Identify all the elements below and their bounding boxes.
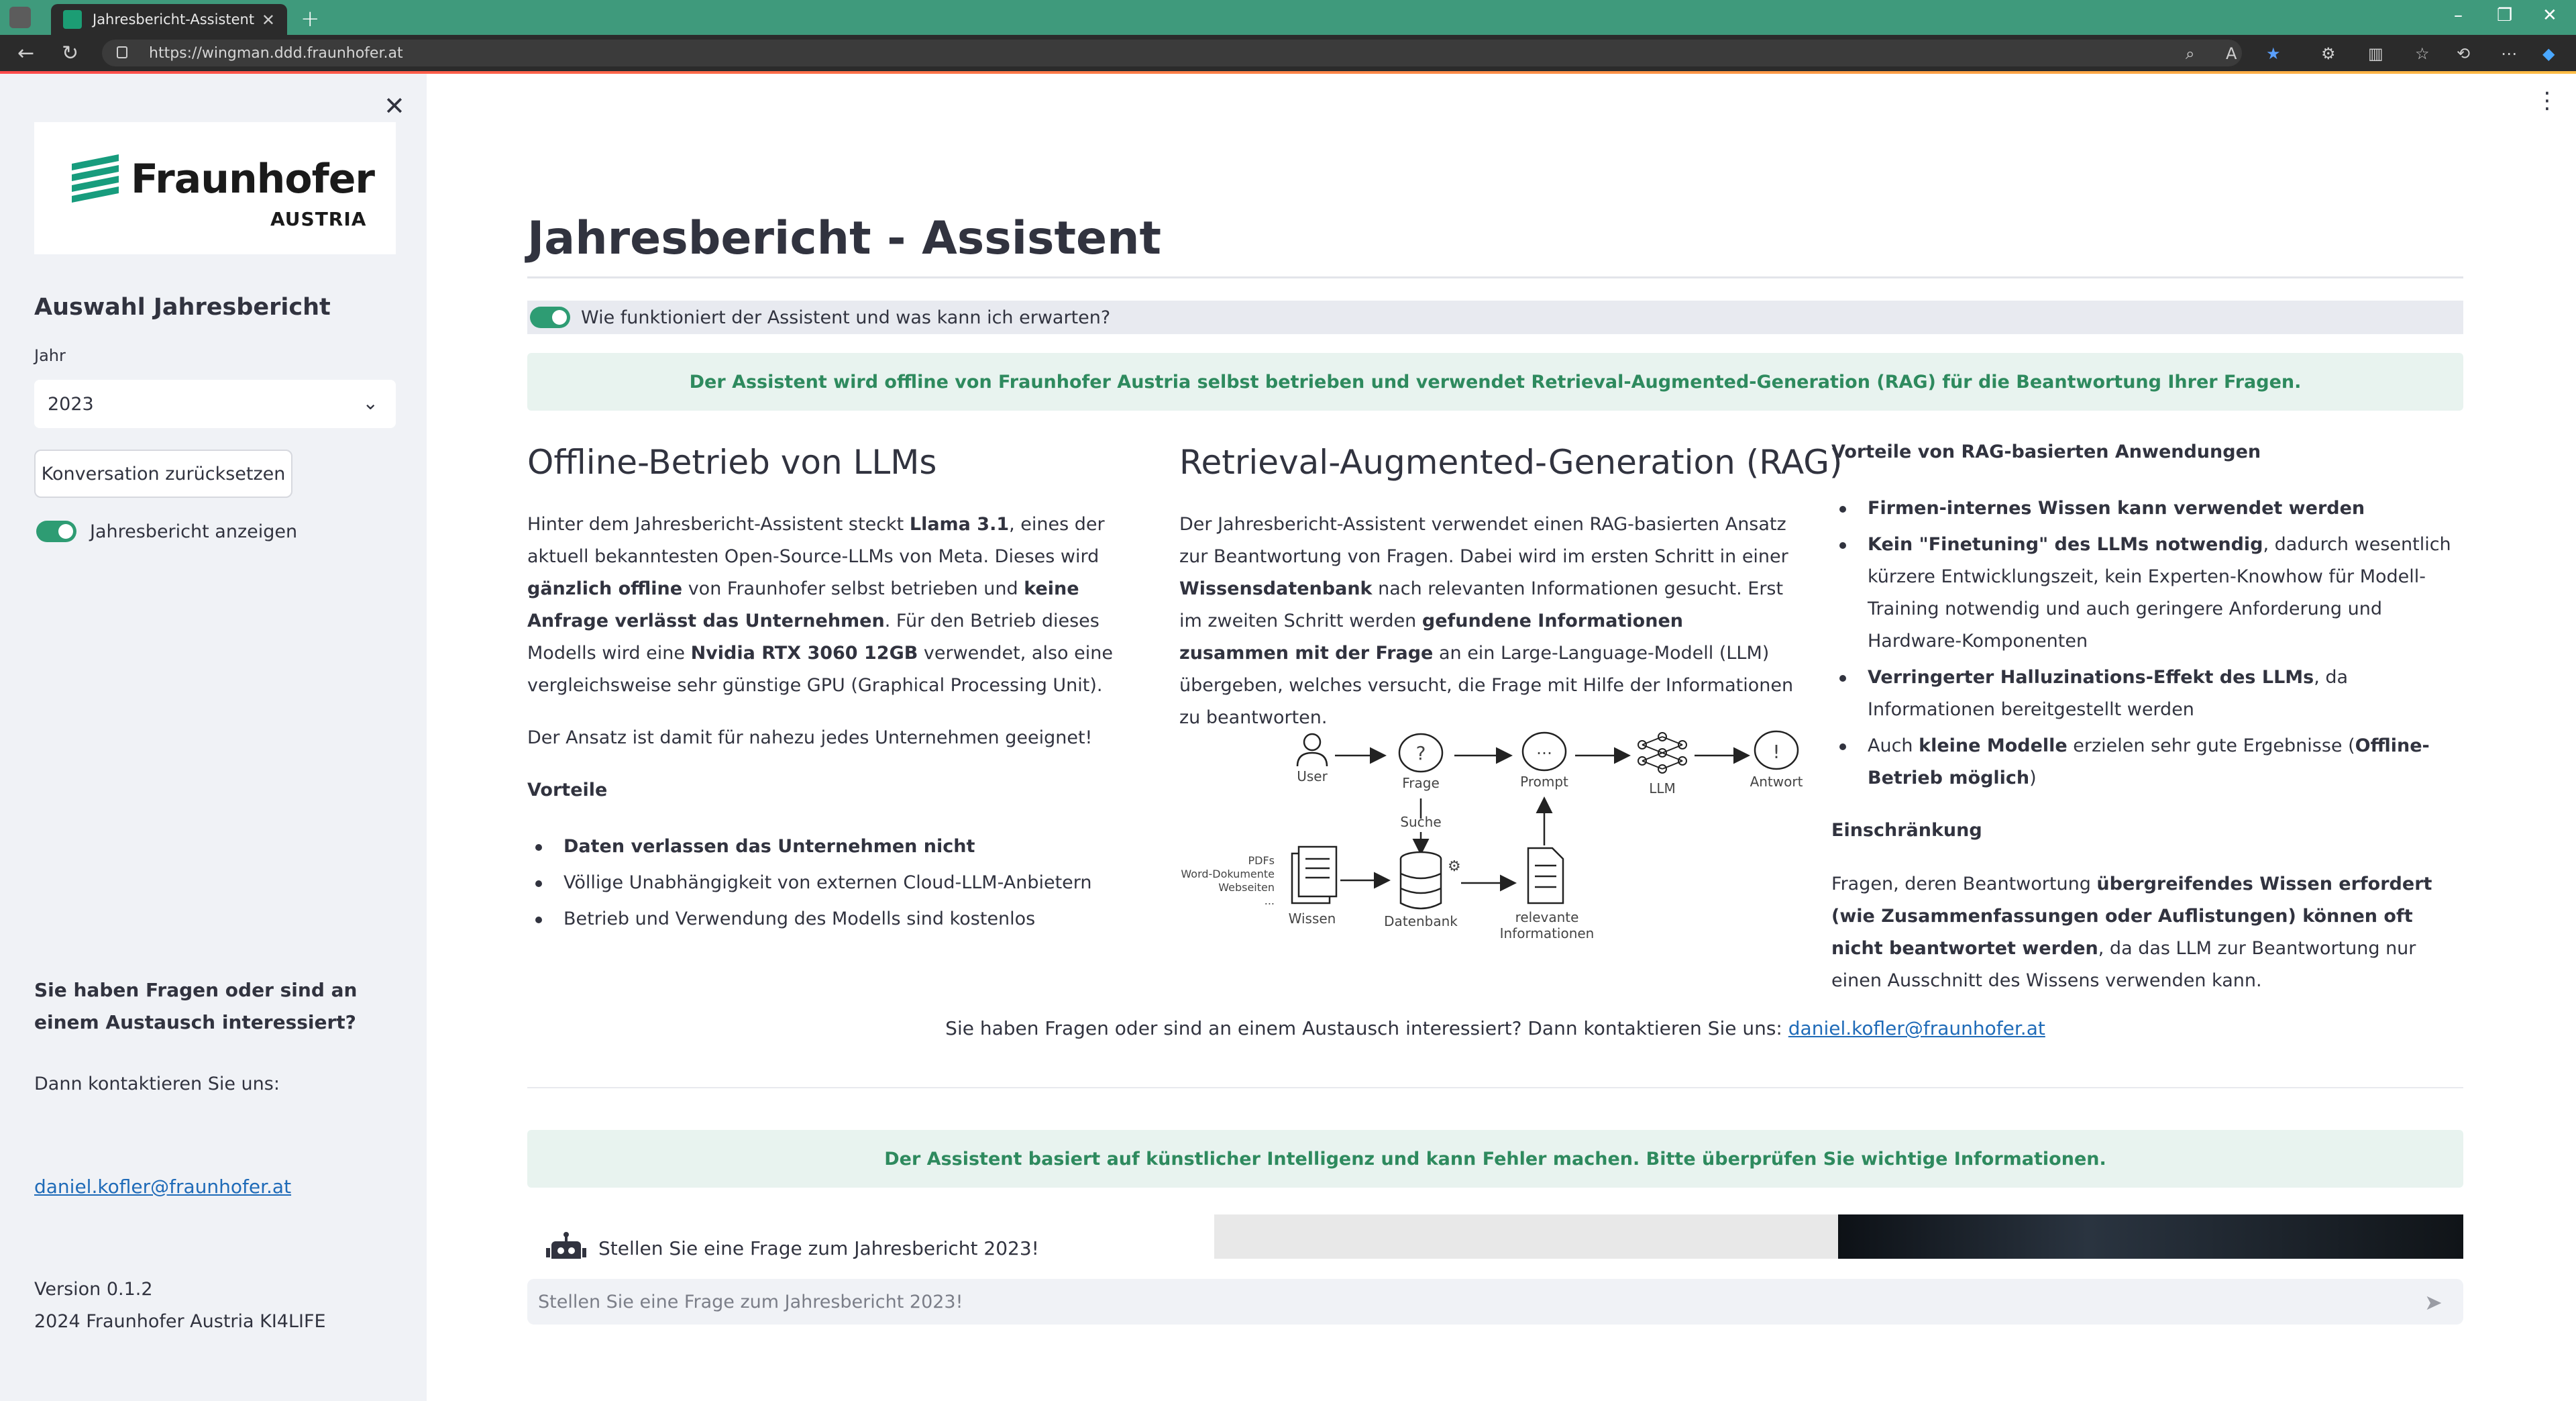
tab-title: Jahresbericht-Assistent xyxy=(93,11,255,28)
contact-email-link[interactable]: daniel.kofler@fraunhofer.at xyxy=(1788,1017,2045,1039)
rag-diagram xyxy=(1179,722,1803,943)
sidebar-email-link[interactable]: daniel.kofler@fraunhofer.at xyxy=(34,1176,292,1198)
offline-paragraph: Hinter dem Jahresbericht-Assistent steckt Llama 3.1, eines der aktuell bekanntesten Open-Source-LLMs von Meta. Dieses wird gänzlich offline von Fraunhofer selbst betrieben und keine Anfrage verlässt das Unternehmen. Für den Betrieb dieses Modells wird eine Nvidia RTX 3060 12GB verwendet, also eine vergleichsweise sehr günstige GPU (Graphical Processing Unit). xyxy=(527,514,1113,696)
answer-bubble-icon xyxy=(1755,731,1798,769)
logo-sub: AUSTRIA xyxy=(270,208,367,230)
expander-label: Wie funktioniert der Assistent und was kann ich erwarten? xyxy=(581,307,1111,328)
split-screen-icon[interactable]: ▥ xyxy=(2368,44,2383,63)
window-close-icon[interactable]: ✕ xyxy=(2542,5,2557,25)
page-title: Jahresbericht - Assistent xyxy=(527,212,1162,265)
prompt-bubble-icon xyxy=(1523,733,1566,770)
read-aloud-icon[interactable]: A xyxy=(2226,44,2237,63)
diagram-wissen-label: Wissen xyxy=(1288,911,1336,927)
diagram-user-label: User xyxy=(1297,768,1328,784)
zoom-icon[interactable]: ⌕ xyxy=(2186,44,2195,63)
diagram-source-4: ... xyxy=(1264,894,1275,907)
favicon-icon xyxy=(63,10,82,29)
version-info xyxy=(34,1274,326,1338)
title-divider xyxy=(527,276,2463,278)
show-report-toggle[interactable] xyxy=(36,521,297,542)
documents-icon xyxy=(1292,847,1336,903)
sidebar-question-line2: einem Austausch interessiert? xyxy=(34,1011,356,1033)
report-pdf-page xyxy=(1214,1214,1838,1259)
diagram-prompt-label: Prompt xyxy=(1520,774,1568,790)
chat-message-row xyxy=(527,1208,2463,1259)
favorites-icon[interactable]: ☆ xyxy=(2415,44,2430,63)
diagram-informationen-label: Informationen xyxy=(1499,925,1595,941)
llm-network-icon xyxy=(1638,733,1686,773)
advantages-heading: Vorteile xyxy=(527,780,608,800)
favorite-star-icon[interactable]: ★ xyxy=(2266,44,2281,63)
history-icon[interactable]: ⟲ xyxy=(2457,44,2471,63)
back-icon[interactable]: ← xyxy=(17,42,35,65)
list-item: Völlige Unabhängigkeit von externen Cloud-LLM-Anbietern xyxy=(527,867,1144,899)
diagram-frage-label: Frage xyxy=(1402,775,1440,791)
expander-toggle[interactable] xyxy=(530,307,570,328)
reset-conversation-button[interactable]: Konversation zurücksetzen xyxy=(34,450,292,498)
sidebar-contact-text: Dann kontaktieren Sie uns: xyxy=(34,1074,280,1094)
send-icon[interactable]: ➤ xyxy=(2424,1290,2443,1315)
address-bar-row xyxy=(0,35,2576,71)
rag-advantages-list xyxy=(1831,492,2462,798)
advantages-list xyxy=(527,831,1144,939)
rag-paragraph: Der Jahresbericht-Assistent verwendet einen RAG-basierten Ansatz zur Beantwortung von Fragen. Dabei wird im ersten Schritt in einer Wissensdatenbank nach relevanten Informationen gesucht. Erst im zweiten Schritt werden gefundene Informationen zusammen mit der Frage an ein Large-Language-Modell (LLM) übergeben, welches versucht, die Frage mit Hilfe der Informationen zu beantworten. xyxy=(1179,514,1794,728)
copilot-icon[interactable]: ◆ xyxy=(2542,44,2555,63)
year-value: 2023 xyxy=(48,393,94,415)
suitability-text: Der Ansatz ist damit für nahezu jedes Unternehmen geeignet! xyxy=(527,727,1093,748)
main-divider xyxy=(527,1087,2463,1088)
kebab-menu-icon[interactable]: ⋮ xyxy=(2536,87,2559,114)
browser-tab[interactable] xyxy=(51,4,287,35)
chevron-down-icon: ⌄ xyxy=(362,392,378,414)
diagram-source-1: PDFs xyxy=(1248,854,1275,867)
svg-text:…: … xyxy=(1536,739,1552,758)
logo-name: Fraunhofer xyxy=(131,156,374,203)
show-report-label: Jahresbericht anzeigen xyxy=(90,521,298,542)
tab-close-icon[interactable]: ✕ xyxy=(261,11,275,30)
svg-text:!: ! xyxy=(1772,741,1780,763)
svg-text:?: ? xyxy=(1415,742,1426,764)
assistant-message: Stellen Sie eine Frage zum Jahresbericht 2023! xyxy=(598,1237,1039,1259)
contact-line: Sie haben Fragen oder sind an einem Austausch interessiert? Dann kontaktieren Sie uns: daniel.kofler@fraunhofer.at xyxy=(945,1017,2045,1039)
diagram-source-3: Webseiten xyxy=(1218,881,1275,894)
profile-avatar[interactable] xyxy=(9,7,31,28)
reload-icon[interactable]: ↻ xyxy=(62,42,79,65)
question-bubble-icon xyxy=(1399,734,1442,772)
limitation-heading: Einschränkung xyxy=(1831,820,1982,841)
database-icon xyxy=(1401,852,1441,909)
list-item: Firmen-internes Wissen kann verwendet werden xyxy=(1831,492,2462,525)
warning-banner: Der Assistent basiert auf künstlicher Intelligenz und kann Fehler machen. Bitte überprüfen Sie wichtige Informationen. xyxy=(527,1130,2463,1188)
browser-tab-bar xyxy=(0,0,2576,35)
url-field[interactable] xyxy=(102,40,2242,66)
toggle-switch[interactable] xyxy=(36,521,76,542)
copyright-text: 2024 Fraunhofer Austria KI4LIFE xyxy=(34,1311,326,1332)
robot-icon xyxy=(546,1232,586,1259)
close-icon[interactable]: ✕ xyxy=(384,91,405,121)
minimize-icon[interactable]: – xyxy=(2454,5,2463,25)
chat-input[interactable]: Stellen Sie eine Frage zum Jahresbericht 2023! xyxy=(527,1279,2463,1325)
rag-advantages-heading: Vorteile von RAG-basierten Anwendungen xyxy=(1831,442,2261,462)
report-pdf-cover xyxy=(1838,1214,2463,1259)
restore-icon[interactable]: ❐ xyxy=(2497,5,2513,25)
year-select[interactable] xyxy=(34,380,396,428)
sidebar xyxy=(0,74,427,1401)
new-tab-button[interactable]: + xyxy=(301,5,320,32)
diagram-relevante-label: relevante xyxy=(1515,909,1579,925)
gear-icon: ⚙ xyxy=(1448,858,1461,875)
version-text: Version 0.1.2 xyxy=(34,1279,153,1300)
diagram-datenbank-label: Datenbank xyxy=(1384,913,1458,929)
logo-mark-icon xyxy=(72,154,119,203)
sidebar-question xyxy=(34,974,383,1039)
sidebar-question-line1: Sie haben Fragen oder sind an xyxy=(34,979,358,1001)
offline-heading: Offline-Betrieb von LLMs xyxy=(527,443,937,482)
fraunhofer-logo xyxy=(34,122,396,254)
list-item: Betrieb und Verwendung des Modells sind kostenlos xyxy=(527,903,1144,935)
info-banner: Der Assistent wird offline von Fraunhofer Austria selbst betrieben und verwendet Retrieval-Augmented-Generation (RAG) für die Beantwortung Ihrer Fragen. xyxy=(527,353,2463,411)
lock-icon xyxy=(117,46,127,58)
relevant-document-icon xyxy=(1528,848,1563,903)
url-text: https://wingman.ddd.fraunhofer.at xyxy=(149,44,403,62)
sidebar-heading: Auswahl Jahresbericht xyxy=(34,294,331,321)
list-item: Auch kleine Modelle erzielen sehr gute Ergebnisse (Offline-Betrieb möglich) xyxy=(1831,730,2462,794)
list-item: Daten verlassen das Unternehmen nicht xyxy=(527,831,1144,863)
limitation-text: Fragen, deren Beantwortung übergreifendes Wissen erfordert (wie Zusammenfassungen oder Auflistungen) können oft nicht beantwortet werden, da das LLM zur Beantwortung nur einen Ausschnitt des Wissens verwenden kann. xyxy=(1831,874,2432,991)
diagram-llm-label: LLM xyxy=(1649,780,1676,796)
user-icon xyxy=(1297,734,1327,766)
list-item: Verringerter Halluzinations-Effekt des LLMs, da Informationen bereitgestellt werden xyxy=(1831,662,2462,726)
year-label: Jahr xyxy=(34,346,66,365)
how-it-works-expander[interactable] xyxy=(527,301,2463,334)
rag-heading: Retrieval-Augmented-Generation (RAG) xyxy=(1179,443,1843,482)
more-icon[interactable]: ⋯ xyxy=(2501,44,2517,63)
extensions-icon[interactable]: ⚙ xyxy=(2321,44,2336,63)
diagram-antwort-label: Antwort xyxy=(1750,774,1803,790)
diagram-suche-label: Suche xyxy=(1400,814,1442,830)
list-item: Kein "Finetuning" des LLMs notwendig, dadurch wesentlich kürzere Entwicklungszeit, kein Experten-Knowhow für Modell-Training notwendig und auch geringere Anforderung und Hardware-Komponenten xyxy=(1831,529,2462,658)
diagram-source-2: Word-Dokumente xyxy=(1181,868,1275,880)
